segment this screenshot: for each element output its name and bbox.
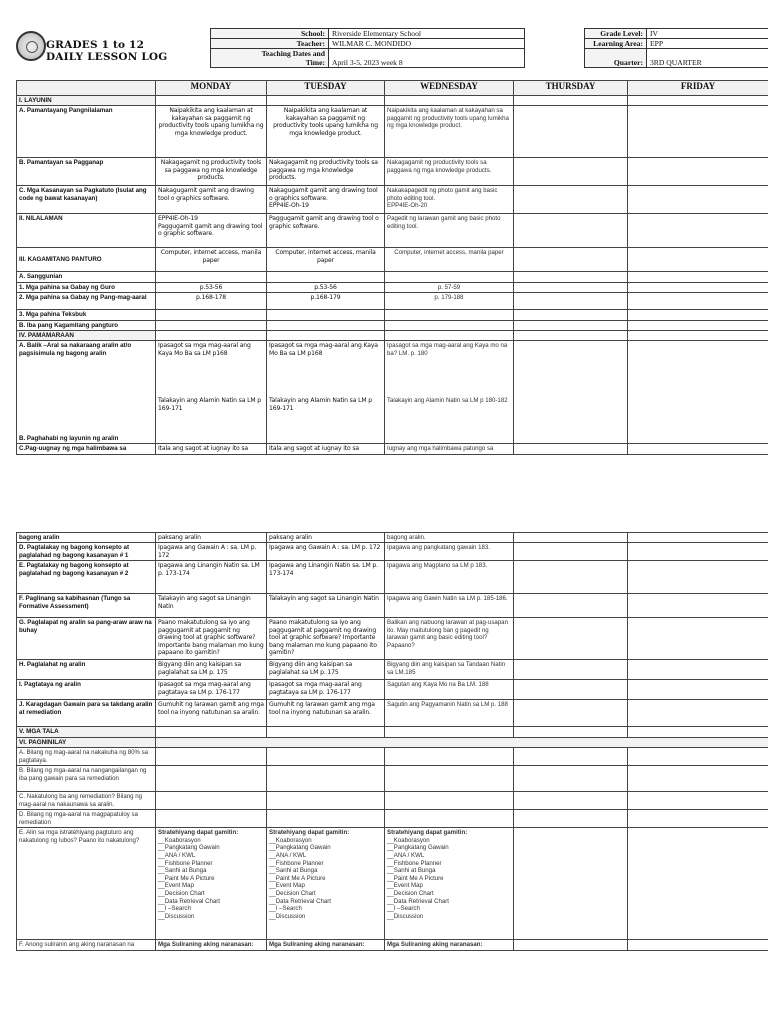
table-row: [17, 700, 768, 727]
cell-wednesday: p. 179-188: [385, 293, 514, 310]
strategy-item: __I –Search: [158, 905, 191, 913]
brand-line-1: GRADES 1 to 12: [46, 39, 145, 51]
row-label: II. NILALAMAN: [17, 214, 156, 248]
row-label: C. Mga Kasanayan sa Pagkatuto (Isulat ang code ng bawat kasanayan): [17, 186, 156, 214]
strategy-item: __Paint Me A Picture: [158, 874, 215, 882]
row-label: F. Paglinang sa kabihasnan (Tungo sa Formative Assessment): [17, 594, 156, 618]
table-row: [17, 341, 768, 444]
cell-monday: Itala ang sagot at iugnay ito sa: [156, 444, 267, 454]
cell-monday: [156, 341, 267, 444]
day-friday: FRIDAY: [628, 81, 768, 96]
cell-tuesday: Talakayin ang sagot sa Linangin Natin: [267, 594, 385, 618]
strategy-item: __Fishbone Planner: [387, 859, 442, 867]
strategy-item: __Pangkatang Gawain: [269, 844, 331, 852]
row-label: G. Paglalapat ng aralin sa pang-araw araw na buhay: [17, 618, 156, 660]
cell-wednesday: Ipagawa ang pangkatang gawain 183.: [385, 543, 514, 561]
strategy-item: __ANA / KWL: [387, 852, 425, 859]
cell-code: EPP4IE-Oh-19: [269, 202, 309, 210]
grade-level-value: IV: [647, 29, 768, 39]
strategy-item: __Sanhi at Bunga: [158, 867, 207, 875]
day-thursday: THURSDAY: [514, 81, 628, 96]
row-label: E. Alin sa mga istratehiyang pagtuturo ang nakatulong ng lubos? Paano ito nakatulong?: [17, 828, 156, 940]
strategy-item: __Pangkatang Gawain: [158, 844, 220, 852]
row-label: I. Pagtataya ng aralin: [17, 680, 156, 700]
row-label: A. Sanggunian: [17, 272, 156, 282]
cell-tuesday: paksang aralin: [267, 533, 385, 543]
table-row: [17, 272, 768, 282]
table-row: [17, 727, 768, 737]
row-label: B. Pamantayan sa Pagganap: [17, 158, 156, 186]
strategy-item: __I –Search: [269, 905, 302, 913]
cell-tuesday: Ipasagot sa mga mag-aaral ang pagtataya sa LM p. 176-177: [267, 680, 385, 700]
table-row: [17, 737, 768, 747]
school-label: School:: [211, 29, 329, 39]
table-row: [17, 158, 768, 186]
row-label: J. Karagdagan Gawain para sa takdang aralin at remediation: [17, 700, 156, 727]
row-label: A. Pamantayang Pangnilalaman: [17, 106, 156, 158]
strategies-title: Stratehiyang dapat gamitin:: [387, 829, 468, 837]
cell-monday: Mga Suliraning aking naranasan:: [156, 940, 267, 950]
cell-tuesday: Computer, internet access, manila paper: [267, 248, 385, 272]
strategies-wednesday: [385, 828, 514, 940]
learning-area-value: EPP: [647, 39, 768, 49]
strategy-item: __Fishbone Planner: [269, 859, 324, 867]
strategies-title: Stratehiyang dapat gamitin:: [158, 829, 239, 837]
table-row: [17, 282, 768, 292]
cell-monday: Naipakikita ang kaalaman at kakayahan sa paggamit ng productivity tools upang lumikha ng mga knowledge product.: [156, 106, 267, 158]
strategy-item: __Paint Me A Picture: [269, 874, 326, 882]
table-row: [17, 248, 768, 272]
strategy-item: __Koaborasyon: [158, 836, 201, 844]
section-pagninilay: VI. PAGNINILAY: [17, 737, 156, 747]
cell-monday: Ipasagot sa mga mag-aaral ang pagtataya sa LM p. 176-177: [156, 680, 267, 700]
table-row: [17, 106, 768, 158]
teacher-value: WILMAR C. MONDIDO: [329, 39, 525, 49]
table-row: [17, 594, 768, 618]
strategies-title: Stratehiyang dapat gamitin:: [269, 829, 350, 837]
strategy-item: __Paint Me A Picture: [387, 874, 444, 882]
strategy-item: __Sanhi at Bunga: [269, 867, 318, 875]
cell-text: Nakagugamit gamit ang drawing tool o graphics software.: [158, 187, 254, 202]
cell-monday: paksang aralin: [156, 533, 267, 543]
day-tuesday: TUESDAY: [267, 81, 385, 96]
row-label: III. KAGAMITANG PANTURO: [17, 248, 156, 272]
table-row: [17, 792, 768, 810]
quarter-label: Quarter:: [585, 49, 647, 68]
row-label: C. Nakatulong ba ang remediation? Bilang ng mag-aaral na nakaunawa sa aralin.: [17, 792, 156, 810]
header-info-table: [210, 28, 768, 68]
strategy-item: __Koaborasyon: [269, 836, 312, 844]
strategy-item: __Discussion: [158, 912, 195, 920]
strategy-item: __ANA / KWL: [269, 852, 307, 859]
strategy-item: __Data Retrieval Chart: [387, 897, 449, 905]
cell-tuesday: Nakagagamit ng productivity tools sa paggawa ng mga knowledge products.: [267, 158, 385, 186]
table-row: [17, 810, 768, 828]
table-row: [17, 186, 768, 214]
strategy-item: __I –Search: [387, 905, 420, 913]
strategy-item: __Decision Chart: [269, 889, 316, 897]
table-row: [17, 828, 768, 940]
cell-monday: Ipagawa ang Gawain A : sa. LM p. 172: [156, 543, 267, 561]
row-label-text: A. Balik –Aral sa nakaraang aralin at/o pagsisimula ng bagong aralin: [19, 342, 132, 357]
teaching-dates-label-2: Time:: [305, 58, 325, 67]
cell-wednesday: Bigyang diin ang kaisipan sa Tandaan Natin sa LM.185: [385, 660, 514, 680]
strategy-item: __Event Map: [387, 882, 423, 890]
cell-wednesday: Computer, internet access, manila paper: [385, 248, 514, 272]
quarter-value: 3RD QUARTER: [647, 49, 768, 68]
strategy-item: __Decision Chart: [387, 889, 434, 897]
cell-tuesday: Itala ang sagot at iugnay ito sa: [267, 444, 385, 454]
table-row: [17, 680, 768, 700]
cell-wednesday: Naipakikita ang kaalaman at kakayahan sa paggamit ng productivity tools upang lumikha ng mga knowledge product.: [385, 106, 514, 158]
row-label: 1. Mga pahina sa Gabay ng Guro: [17, 282, 156, 292]
strategy-item: __Koaborasyon: [387, 836, 430, 844]
cell-tuesday: [267, 186, 385, 214]
row-label: [17, 341, 156, 444]
row-label: E. Pagtalakay ng bagong konsepto at paglalahad ng bagong kasanayan # 2: [17, 561, 156, 594]
table-row: [17, 214, 768, 248]
cell-monday: [156, 214, 267, 248]
table-row: [17, 940, 768, 950]
row-label: bagong aralin: [17, 533, 156, 543]
cell-tuesday: Ipagawa ang Gawain A : sa. LM p. 172: [267, 543, 385, 561]
strategy-item: __ANA / KWL: [158, 852, 196, 859]
cell-wednesday: Ipagawa ang Magplano sa LM p 183.: [385, 561, 514, 594]
cell-tuesday: Naipakikita ang kaalaman at kakayahan sa paggamit ng productivity tools upang lumikha ng mga knowledge product.: [267, 106, 385, 158]
table-row: [17, 561, 768, 594]
cell-wednesday: bagong aralin.: [385, 533, 514, 543]
row-label: D. Bilang ng mga-aaral na magpapatuloy sa remediation: [17, 810, 156, 828]
teaching-dates-value: April 3-5, 2023 week 8: [329, 49, 525, 68]
grade-level-label: Grade Level:: [585, 29, 647, 39]
header: [16, 28, 768, 72]
strategy-item: __Event Map: [269, 882, 305, 890]
row-label: F. Anong suliranin ang aking naranasan na: [17, 940, 156, 950]
cell-text: Talakayin ang Alamin Natin sa LM p 169-171: [158, 397, 261, 412]
section-layunin: I. LAYUNIN: [17, 96, 156, 106]
row-label: A. Bilang ng mag-aaral na nakakuha ng 80% sa pagtataya.: [17, 748, 156, 766]
teaching-dates-label-1: Teaching Dates and: [261, 49, 325, 58]
strategy-item: __Decision Chart: [158, 889, 205, 897]
cell-text: Talakayin ang Alamin Natin sa LM p 169-171: [269, 397, 372, 412]
cell-wednesday: Mga Suliraning aking naranasan:: [385, 940, 514, 950]
teaching-dates-label: [211, 49, 329, 68]
day-header-row: [17, 81, 768, 96]
cell-text: Ipasagot sa mga mag-aaral ang Kaya mo na ba? LM. p. 180: [387, 342, 508, 357]
cell-wednesday: Balikan ang nabuong larawan at pag-usapan ito. May maitutulong ban g pagedit ng larawan gamit ang basic editing tool? Papaano?: [385, 618, 514, 660]
day-monday: MONDAY: [156, 81, 267, 96]
strategy-item: __Data Retrieval Chart: [158, 897, 220, 905]
row-label: C.Pag-uugnay ng mga halimbawa sa: [17, 444, 156, 454]
cell-text: Nakakapagedit ng photo gamit ang basic photo editing tool.: [387, 187, 498, 202]
lesson-table-part-2: [16, 532, 768, 951]
cell-wednesday: Sagutan ang Kaya Mo na Ba LM. 188: [385, 680, 514, 700]
cell-monday: Nakagagamit ng productivity tools sa paggawa ng mga knowledge products.: [156, 158, 267, 186]
table-row: [17, 533, 768, 543]
strategy-item: __Pangkatang Gawain: [387, 844, 449, 852]
row-label: B. Bilang ng mga-aaral na nangangailangan ng iba pang gawain para sa remediation: [17, 766, 156, 792]
table-row: [17, 331, 768, 341]
table-row: [17, 748, 768, 766]
brand-title: [46, 39, 167, 63]
cell-text: Ipasagot sa mga mag-aaral ang Kaya Mo Ba sa LM p168: [158, 342, 251, 357]
strategies-monday: [156, 828, 267, 940]
cell-text: Paggugamit gamit ang drawing tool o graphic software.: [158, 222, 263, 238]
cell-tuesday: Ipagawa ang Linangin Natin sa. LM p. 173-174: [267, 561, 385, 594]
strategy-item: __Data Retrieval Chart: [269, 897, 331, 905]
teacher-label: Teacher:: [211, 39, 329, 49]
cell-monday: [156, 186, 267, 214]
cell-tuesday: Bigyang diin ang kaisipan sa paglalahat sa LM p. 175: [267, 660, 385, 680]
table-row: [17, 320, 768, 330]
cell-monday: Paano makatutulong sa iyo ang paggugamit at paggamit ng drawing tool at graphic software? Importante bang malaman mo kung papaano ito gamitin?: [156, 618, 267, 660]
cell-wednesday: Sagutin ang Pagyamanin Natin sa LM p. 188: [385, 700, 514, 727]
cell-wednesday: [385, 341, 514, 444]
row-label: 3. Mga pahina Teksbuk: [17, 310, 156, 320]
strategies-tuesday: [267, 828, 385, 940]
table-row: [17, 444, 768, 454]
school-value: Riverside Elementary School: [329, 29, 525, 39]
table-row: [17, 310, 768, 320]
day-wednesday: WEDNESDAY: [385, 81, 514, 96]
cell-wednesday: Pagedit ng larawan gamit ang basic photo editing tool.: [385, 214, 514, 248]
cell-wednesday: Nakagagamit ng productivity tools sa paggawa ng mga knowledge products.: [385, 158, 514, 186]
table-row: [17, 293, 768, 310]
section-mga-tala: V. MGA TALA: [17, 727, 156, 737]
cell-tuesday: [267, 341, 385, 444]
cell-tuesday: Paggugamit gamit ang drawing tool o graphic software.: [267, 214, 385, 248]
cell-wednesday: [385, 186, 514, 214]
table-row: [17, 543, 768, 561]
cell-tuesday: p.53-56: [267, 282, 385, 292]
cell-wednesday: Iugnay ang mga halimbawa patungo sa: [385, 444, 514, 454]
cell-monday: Computer, internet access, manila paper: [156, 248, 267, 272]
cell-code: EPP4IE-Oh-20: [387, 202, 428, 210]
cell-tuesday: Gumuhit ng larawan gamit ang mga tool na inyong natutunan sa aralin.: [267, 700, 385, 727]
strategy-item: __Discussion: [269, 912, 306, 920]
row-label: B. Iba pang Kagamitang pangturo: [17, 320, 156, 330]
cell-monday: p.53-56: [156, 282, 267, 292]
brand-line-2: DAILY LESSON LOG: [46, 51, 168, 63]
learning-area-label: Learning Area:: [585, 39, 647, 49]
strategy-item: __Discussion: [387, 912, 424, 920]
cell-monday: Ipagawa ang Linangin Natin sa. LM p. 173-174: [156, 561, 267, 594]
table-row: [17, 660, 768, 680]
table-row: [17, 766, 768, 792]
cell-monday: Gumuhit ng larawan gamit ang mga tool na inyong natutunan sa aralin.: [156, 700, 267, 727]
row-label-text: B. Paghahabi ng layunin ng aralin: [19, 435, 119, 443]
cell-monday: p.168-178: [156, 293, 267, 310]
cell-monday: Bigyang diin ang kaisipan sa paglalahat sa LM p. 175: [156, 660, 267, 680]
cell-monday: Talakayin ang sagot sa Linangin Natin: [156, 594, 267, 618]
table-row: [17, 618, 768, 660]
cell-tuesday: Paano makatutulong sa iyo ang paggugamit at paggamit ng drawing tool at graphic software? Importante bang malaman mo kung papaano ito gamitin?: [267, 618, 385, 660]
lesson-table-part-1: [16, 80, 768, 455]
section-pamamaraan: IV. PAMAMARAAN: [17, 331, 156, 341]
strategy-item: __Fishbone Planner: [158, 859, 213, 867]
strategy-item: __Sanhi at Bunga: [387, 867, 436, 875]
cell-tuesday: p.168-179: [267, 293, 385, 310]
row-label: H. Paglalahat ng aralin: [17, 660, 156, 680]
cell-text: Ipasagot sa mga mag-aaral ang Kaya Mo Ba sa LM p168: [269, 342, 378, 357]
strategy-item: __Event Map: [158, 882, 194, 890]
row-label: 2. Mga pahina sa Gabay ng Pang-mag-aaral: [17, 293, 156, 310]
cell-text: Nakagugamit gamit ang drawing tool o graphics software.: [269, 187, 378, 202]
cell-code: EPP4IE-Oh-19: [158, 215, 198, 223]
cell-tuesday: Mga Suliraning aking naranasan:: [267, 940, 385, 950]
cell-wednesday: p. 57-59: [385, 282, 514, 292]
table-row: [17, 96, 768, 106]
deped-seal-icon: [16, 31, 46, 61]
row-label: D. Pagtalakay ng bagong konsepto at paglalahad ng bagong kasanayan # 1: [17, 543, 156, 561]
cell-text: Talakayin ang Alamin Natin sa LM p 180-182: [387, 397, 508, 405]
cell-wednesday: Ipagawa ang Gawin Natin sa LM p. 185-186.: [385, 594, 514, 618]
